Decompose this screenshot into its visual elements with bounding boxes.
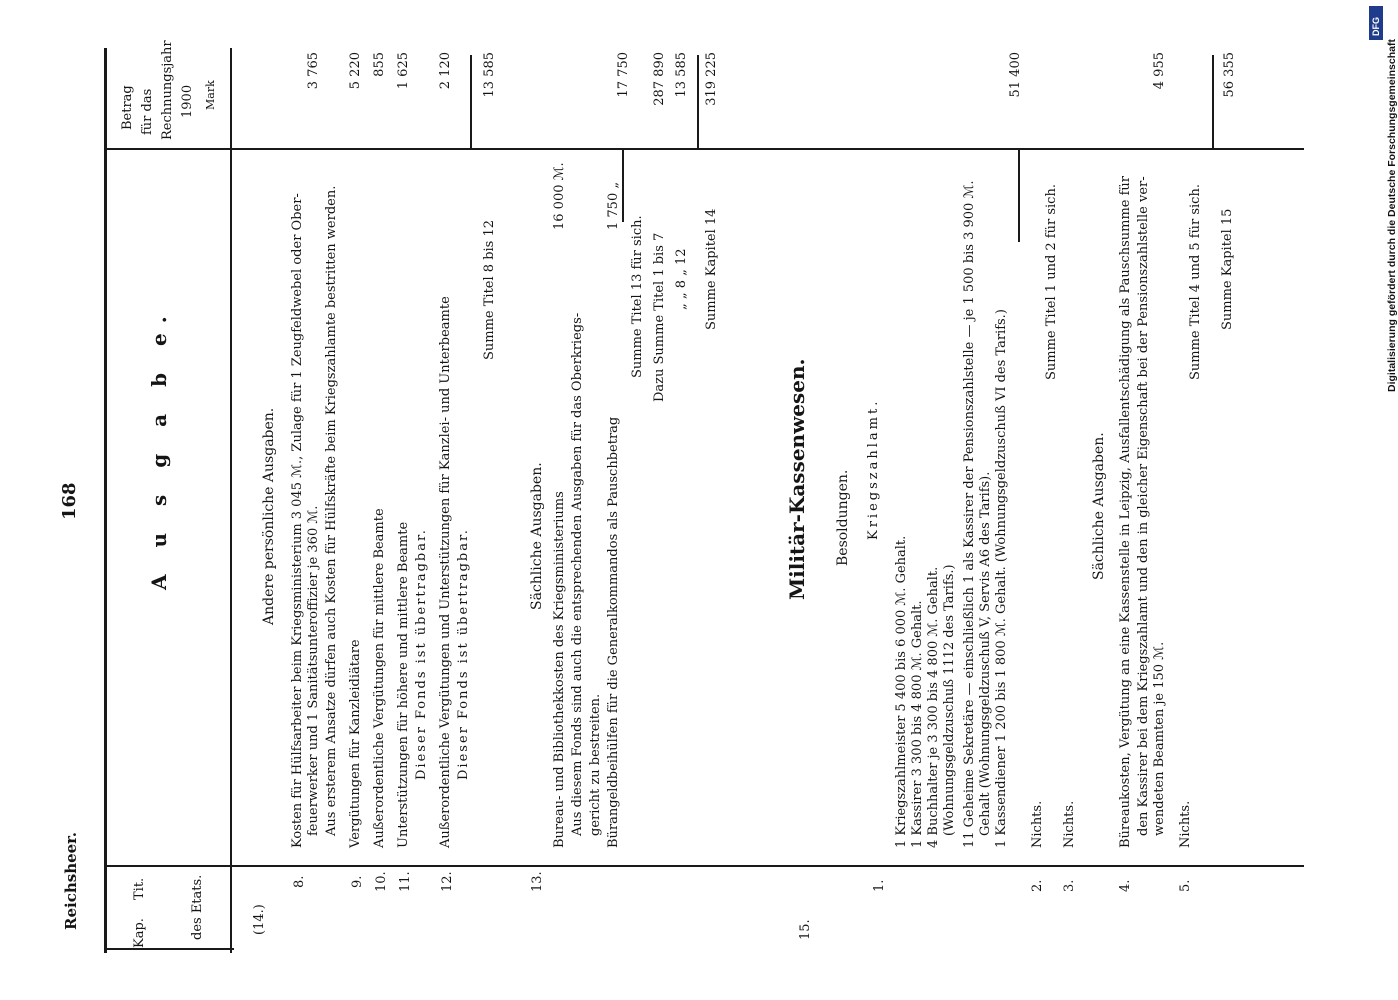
col-betrag-2-v: für das <box>140 88 155 135</box>
tit-12-text-v: Außerordentliche Vergütungen und Unterstützungen für Kanzlei- und Unterbeamte <box>438 296 453 848</box>
tit-8-amt-v: 3 765 <box>306 52 321 90</box>
tit-13-l2-v: Aus diesem Fonds sind auch die entsprechenden Ausgaben für das Oberkriegs- <box>570 312 585 836</box>
tit-13-l4-amt-v: 1 750 „ <box>606 181 621 230</box>
tit-1-amt-v: 51 400 <box>1008 52 1023 98</box>
tit-13-l3-v: gericht zu bestreiten. <box>588 693 603 836</box>
dazu-1-7-amt-v: 287 890 <box>652 52 667 106</box>
tit-13-l1-amt-v: 16 000 ℳ. <box>552 162 567 230</box>
credit-text: Digitalisierung gefördert durch die Deutsche Forschungsgemeinschaft <box>1386 39 1398 392</box>
tit-4-num-v: 4. <box>1118 879 1133 892</box>
col-betrag-unit-v: Mark <box>204 80 217 110</box>
tit-4-l2-v: den Kassirer bei dem Kriegszahlamt und den in gleicher Eigenschaft bei der Pensionszahlstelle ver- <box>1136 176 1151 836</box>
tit-1-l2-v: 1 Kassirer 3 300 bis 4 800 ℳ. Gehalt. <box>910 600 925 848</box>
besoldungen-v: Besoldungen. <box>835 469 851 566</box>
tit-12-note-v: Dieser Fonds ist übertragbar. <box>456 528 471 780</box>
rule-amount-column <box>104 148 1304 150</box>
col-betrag-4-v: 1900 <box>180 84 195 118</box>
col-des-etats-v: des Etats. <box>190 874 205 940</box>
tit-12-amt-v: 2 120 <box>438 52 453 90</box>
dazu-1-7-v: Dazu Summe Titel 1 bis 7 <box>652 232 667 402</box>
kap-15-v: 15. <box>798 919 813 940</box>
sum-13-amt-v: 17 750 <box>616 52 631 98</box>
tit-3-num-v: 3. <box>1062 879 1077 892</box>
sum-kap15-amt-v: 56 355 <box>1222 52 1237 98</box>
rule-sum-kap15 <box>1212 55 1214 150</box>
running-head-v: Reichsheer. <box>62 832 80 930</box>
tit-8-l1-v: Kosten für Hülfsarbeiter beim Kriegsministerium 3 045 ℳ., Zulage für 1 Zeugfeldwebel oder Ober- <box>290 193 305 848</box>
tit-4-l3-v: wendeten Beamten je 150 ℳ. <box>1152 641 1167 836</box>
dazu-8-12-v: „ „ 8 „ 12 <box>674 248 689 310</box>
tit-8-l2-v: feuerwerker und 1 Sanitätsunteroffizier je 360 ℳ. <box>306 505 321 836</box>
col-kap-v: Kap. <box>132 918 147 948</box>
col-betrag-3-v: Rechnungsjahr <box>160 40 175 140</box>
tit-5-num-v: 5. <box>1178 879 1193 892</box>
tit-1-l7-v: 1 Kassendiener 1 200 bis 1 800 ℳ. Gehalt. (Wohnungsgeldzuschuß VI des Tarifs.) <box>994 309 1009 848</box>
tit-1-l3-v: 4 Buchhalter je 3 300 bis 4 800 ℳ. Gehalt. <box>926 566 941 848</box>
tit-3-text-v: Nichts. <box>1062 800 1077 848</box>
heading-saechlich-15-v: Sächliche Ausgaben. <box>1091 432 1107 580</box>
rule-header-right <box>230 48 232 953</box>
tit-2-text-v: Nichts. <box>1030 800 1045 848</box>
tit-13-l1-v: Bureau- und Bibliothekkosten des Kriegsministeriums <box>552 491 567 848</box>
tit-11-text-v: Unterstützungen für höhere und mittlere Beamte <box>396 521 411 848</box>
kap-14-v: (14.) <box>252 904 267 935</box>
rule-sum-8-12 <box>470 55 472 150</box>
sum-4-5-v: Summe Titel 4 und 5 für sich. <box>1188 184 1203 380</box>
title-v: A u s g a b e. <box>147 306 171 590</box>
tit-4-l1-v: Büreaukosten, Vergütung an eine Kassenstelle in Leipzig, Ausfallentschädigung als Pauschsumme für <box>1118 176 1133 848</box>
tit-1-num-v: 1. <box>872 879 887 892</box>
sum-8-12-amt-v: 13 585 <box>482 52 497 98</box>
rule-sum-13 <box>622 150 624 222</box>
rule-tit-column <box>104 865 1304 867</box>
tit-1-l4-v: (Wohnungsgeldzuschuß 1112 des Tarifs.) <box>942 564 957 836</box>
tit-8-num-v: 8. <box>292 875 307 888</box>
rule-sum-1-2 <box>1018 150 1020 242</box>
sum-8-12-v: Summe Titel 8 bis 12 <box>482 219 497 360</box>
tit-5-text-v: Nichts. <box>1178 800 1193 848</box>
tit-13-num-v: 13. <box>530 871 545 892</box>
tit-9-num-v: 9. <box>350 875 365 888</box>
tit-10-num-v: 10. <box>374 871 389 892</box>
tit-9-text-v: Vergütungen für Kanzleidiätare <box>348 639 363 848</box>
tit-1-l1-v: 1 Kriegszahlmeister 5 400 bis 6 000 ℳ. Gehalt. <box>894 535 909 848</box>
tit-10-amt-v: 855 <box>372 52 387 77</box>
sum-13-v: Summe Titel 13 für sich. <box>630 215 645 378</box>
tit-12-num-v: 12. <box>440 871 455 892</box>
tit-10-text-v: Außerordentliche Vergütungen für mittlere Beamte <box>372 508 387 848</box>
heading-15-v: Militär-Kassenwesen. <box>785 358 809 600</box>
tit-11-note-v: Dieser Fonds ist übertragbar. <box>414 528 429 780</box>
sum-kap14-v: Summe Kapitel 14 <box>704 208 719 330</box>
rule-kap-column <box>104 948 234 950</box>
tit-4-amt-v: 4 955 <box>1152 52 1167 90</box>
tit-11-num-v: 11. <box>398 871 413 892</box>
tit-1-l5-v: 11 Geheime Sekretäre — einschließlich 1 als Kassirer der Pensionszahlstelle — je 1 500 bis 3 900 ℳ. <box>962 180 977 848</box>
page-number-v: 168 <box>59 482 80 520</box>
kriegszahlamt-v: Kriegszahlamt. <box>866 398 881 540</box>
tit-9-amt-v: 5 220 <box>348 52 363 90</box>
sum-1-2-v: Summe Titel 1 und 2 für sich. <box>1044 184 1059 380</box>
col-betrag-1-v: Betrag <box>120 85 135 130</box>
heading-saechlich-14-v: Sächliche Ausgaben. <box>529 462 545 610</box>
tit-13-l4-v: Bürangeldbeihülfen für die Generalkommandos als Pauschbetrag <box>606 416 621 848</box>
rule-sum-kap14 <box>697 55 699 150</box>
tit-11-amt-v: 1 625 <box>396 52 411 90</box>
dfg-logo-text: DFG <box>1371 17 1381 36</box>
heading-persoenlich-v: Andere persönliche Ausgaben. <box>261 407 277 625</box>
sum-kap14-amt-v: 319 225 <box>704 52 719 106</box>
tit-2-num-v: 2. <box>1030 879 1045 892</box>
col-tit-v: Tit. <box>132 877 147 900</box>
tit-1-l6-v: Gehalt (Wohnungsgeldzuschuß V, Servis A6 des Tarifs). <box>978 471 993 836</box>
tit-8-l3-v: Aus ersterem Ansatze dürfen auch Kosten für Hülfskräfte beim Kriegszahlamte bestritten werden. <box>324 185 339 836</box>
rule-header-left <box>104 48 107 953</box>
dazu-8-12-amt-v: 13 585 <box>674 52 689 98</box>
sum-kap15-v: Summe Kapitel 15 <box>1220 208 1235 330</box>
